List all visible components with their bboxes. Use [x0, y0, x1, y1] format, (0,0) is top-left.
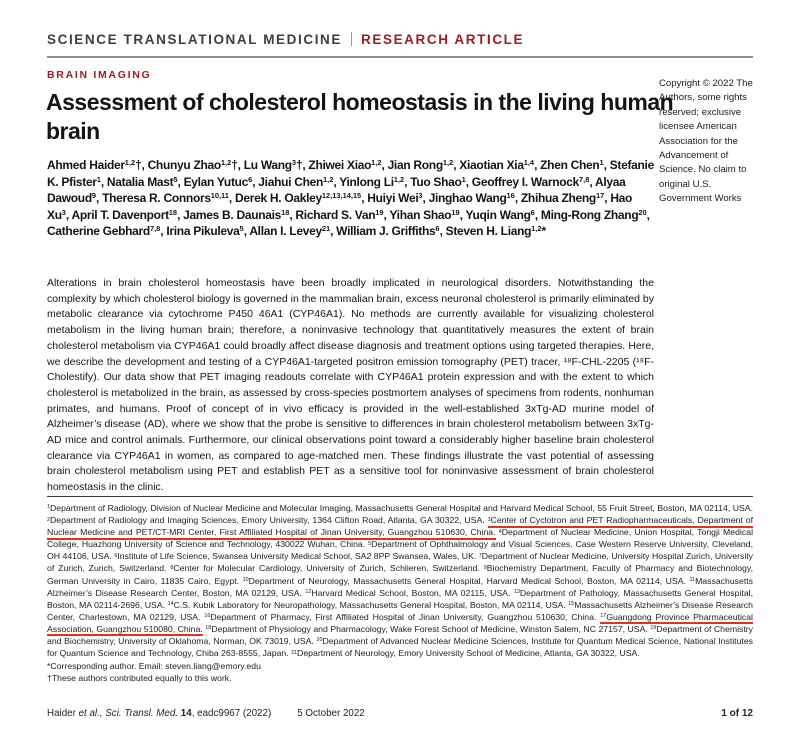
author-item: Zhihua Zheng$^{17}$ — [520, 191, 605, 205]
corresponding-author-note: *Corresponding author. Email: steven.liang@emory.edu — [47, 661, 261, 672]
author-item: Chunyu Zhao$^{1,2}$† — [147, 158, 238, 172]
author-item: Alyaa Dawoud$^9$ — [47, 174, 626, 205]
journal-name: SCIENCE TRANSLATIONAL MEDICINE — [47, 32, 343, 47]
author-item: Zhen Chen$^1$ — [540, 158, 604, 172]
author-item: Yuqin Wang$^6$ — [465, 207, 535, 222]
equal-contribution-note: †These authors contributed equally to this work. — [47, 673, 232, 684]
affiliation-item: $^{21}$Department of Neurology, Emory University School of Medicine, Atlanta, GA 30322, USA. — [291, 648, 640, 659]
author-item: Lu Wang$^3$† — [243, 158, 303, 172]
affiliation-item: $^{13}$Department of Pathology, Massachusetts General Hospital, Boston, MA 02114-2696, USA. — [47, 587, 753, 610]
affiliation-item: $^1$Department of Radiology, Division of Nuclear Medicine and Molecular Imaging, Massachusetts General Hospital and Harvard Medical School, 55 Fruit Street, Boston, MA 02114, USA. — [47, 503, 753, 513]
affiliation-item: $^5$Department of Ophthalmology and Visual Sciences, Case Western Reserve University, Cleveland, OH 44106, USA. — [47, 539, 753, 562]
page-footer — [47, 708, 753, 719]
author-item: Tuo Shao$^1$ — [410, 174, 466, 189]
masthead — [47, 31, 753, 49]
affiliation-item: $^9$Biochemistry Department, Faculty of Pharmacy and Biotechnology, German University in Cairo, 11835 Cairo, Egypt. — [47, 563, 754, 586]
author-item: Natalia Mast$^5$ — [106, 174, 178, 189]
affiliation-item: $^{14}$C.S. Kubik Laboratory for Neuropathology, Massachusetts General Hospital, Boston, MA 02114, USA. — [167, 599, 566, 610]
author-item: Jian Rong$^{1,2}$ — [387, 158, 454, 172]
author-item: Richard S. Van$^{19}$ — [295, 207, 384, 222]
author-item: Catherine Gebhard$^{7,8}$ — [47, 224, 161, 238]
author-list: Ahmed Haider$^{1,2}$†, Chunyu Zhao$^{1,2}$†, Lu Wang$^3$†, Zhiwei Xiao$^{1,2}$, Jian Rong$^{1,2}$, Xiaotian Xia$^{1,4}$, Zhen Chen$^1$, Stefanie K. Pfister$^1$, Natalia Mast$^5$, Eylan Yutuc$^6$, Jiahui Chen$^{1,2}$, Yinlong Li$^{1,2}$, Tuo Shao$^1$, Geoffrey I. Warnock$^{7,8}$, Alyaa Dawoud$^9$, Theresa R. Connors$^{10,11}$, Derek H. Oakley$^{12,13,14,15}$, Huiyi Wei$^3$, Jinghao Wang$^{16}$, Zhihua Zheng$^{17}$, Hao Xu$^3$, April T. Davenport$^{18}$, James B. Daunais$^{18}$, Richard S. Van$^{19}$, Yihan Shao$^{19}$, Yuqin Wang$^6$, Ming-Rong Zhang$^{20}$, Catherine Gebhard$^{7,8}$, Irina Pikuleva$^5$, Allan I. Levey$^{21}$, William J. Griffiths$^6$, Steven H. Liang$^{1,2}$* — [47, 158, 654, 238]
author-item: Zhiwei Xiao$^{1,2}$ — [308, 158, 382, 172]
publication-date: 5 October 2022 — [297, 708, 365, 719]
affiliation-item: $^{15}$Massachusetts Alzheimer’s Disease Research Center, Charlestown, MA 02129, USA. — [47, 599, 753, 622]
affiliation-item-red-underlined: $^{17}$Guangdong Province Pharmaceutical Association, Guangzhou 510080, China. — [47, 612, 753, 637]
author-item: April T. Davenport$^{18}$ — [71, 207, 178, 222]
affiliation-item: $^8$Center for Molecular Cardiology, University of Zurich, Schlieren, Switzerland. — [170, 563, 480, 574]
author-item: Derek H. Oakley$^{12,13,14,15}$ — [235, 191, 362, 205]
citation-journal: et al., Sci. Transl. Med. — [78, 708, 181, 719]
affiliations-list — [47, 502, 753, 659]
author-item: William J. Griffiths$^6$ — [336, 224, 440, 238]
affiliations-divider — [47, 496, 753, 497]
affiliation-item: $^7$Department of Nuclear Medicine, University Hospital Zurich, University of Zurich, Zurich, Switzerland. — [47, 551, 754, 574]
section-label: BRAIN IMAGING — [47, 69, 152, 81]
author-item: Jinghao Wang$^{16}$ — [428, 191, 515, 205]
author-item: Yihan Shao$^{19}$ — [389, 207, 460, 222]
author-item: Jiahui Chen$^{1,2}$ — [258, 174, 334, 189]
author-item: Theresa R. Connors$^{10,11}$ — [102, 191, 229, 205]
author-item: Allan I. Levey$^{21}$ — [249, 224, 331, 238]
author-item: Irina Pikuleva$^5$ — [166, 224, 244, 238]
affiliation-item-red-underlined: $^3$Center of Cyclotron and PET Radiopharmaceuticals, Department of Nuclear Medicine and PET/CT-MRI Center, First Affiliated Hospital of Jinan University, Guangzhou 510630, China. — [47, 515, 753, 540]
citation-line — [47, 708, 365, 719]
citation-author: Haider — [47, 708, 79, 719]
author-item: Geoffrey I. Warnock$^{7,8}$ — [471, 174, 590, 189]
article-type-label: RESEARCH ARTICLE — [361, 32, 525, 47]
masthead-rule — [47, 56, 753, 58]
author-item: James B. Daunais$^{18}$ — [183, 207, 290, 222]
affiliation-item: $^6$Institute of Life Science, Swansea University Medical School, SA2 8PP Swansea, Wales, UK. — [114, 551, 477, 562]
affiliation-item: $^2$Department of Radiology and Imaging Sciences, Emory University, 1364 Clifton Road, Atlanta, GA 30322, USA. — [47, 515, 485, 526]
citation-id: , eadc9967 (2022) — [191, 708, 272, 719]
author-item: Eylan Yutuc$^6$ — [183, 174, 253, 189]
page-number: 1 of 12 — [721, 708, 753, 719]
author-item: Ahmed Haider$^{1,2}$† — [47, 158, 142, 172]
affiliation-item: $^{16}$Department of Pharmacy, First Affiliated Hospital of Jinan University, Guangzhou 510630, China. — [204, 611, 597, 622]
author-item: Huiyi Wei$^3$ — [367, 191, 423, 205]
affiliation-item: $^{11}$Massachusetts Alzheimer’s Disease Research Center, Boston, MA 02129, USA. — [47, 575, 754, 598]
affiliation-item: $^{18}$Department of Physiology and Pharmacology, Wake Forest School of Medicine, Winston Salem, NC 27157, USA. — [205, 623, 648, 634]
author-notes — [47, 660, 753, 684]
author-item: Yinlong Li$^{1,2}$ — [339, 174, 405, 189]
affiliation-item: $^{10}$Department of Neurology, Massachusetts General Hospital, Harvard Medical School, Boston, MA 02114, USA. — [242, 575, 686, 586]
affiliations-section — [47, 496, 753, 702]
author-item: Steven H. Liang$^{1,2}$* — [445, 224, 546, 238]
masthead-divider — [351, 32, 352, 46]
citation-volume: 14 — [180, 708, 192, 719]
article-title: Assessment of cholesterol homeostasis in the living human brain — [46, 89, 674, 144]
affiliation-item: $^{19}$Department of Chemistry and Biochemistry, University of Oklahoma, Norman, OK 73019, USA. — [47, 623, 754, 647]
affiliation-item: $^4$Department of Nuclear Medicine, Union Hospital, Tongji Medical College, Huazhong University of Science and Technology, 430022 Wuhan, China. — [47, 527, 753, 550]
affiliation-item: $^{12}$Harvard Medical School, Boston, MA 02115, USA. — [305, 587, 511, 598]
author-item: Xiaotian Xia$^{1,4}$ — [459, 158, 535, 172]
affiliation-item: $^{20}$Department of Advanced Nuclear Medicine Sciences, Institute for Quantum Medical Science, National Institutes for Quantum Science and Technology, Chiba 263-8555, Japan. — [47, 636, 753, 659]
author-item: Hao Xu$^3$ — [47, 191, 633, 222]
author-item: Ming-Rong Zhang$^{20}$ — [540, 207, 647, 222]
copyright-notice: Copyright © 2022 The Authors, some rights reserved; exclusive licensee American Association for the Advancement of Science. No claim to original U.S. Government Works — [659, 78, 753, 205]
abstract-text: Alterations in brain cholesterol homeostasis have been broadly implicated in neurological disorders. Notwithstanding the complexity by which cholesterol biology is governed in the mammalian brain, excess neuronal cholesterol is primarily eliminated by metabolic clearance via cytochrome P450 46A1 (CYP46A1). No methods are currently available for visualizing cholesterol metabolism in the living human brain; therefore, a noninvasive technology that quantitatively measures the extent of brain cholesterol metabolism via CYP46A1 could broadly affect disease diagnosis and treatment options using targeted therapies. Here, we describe the development and testing of a CYP46A1-targeted positron emission tomography (PET) tracer, ¹⁸F-CHL-2205 (¹⁸F-Cholestify). Our data show that PET imaging readouts correlate with CYP46A1 protein expression and with the extent to which cholesterol is metabolized in the brain, as assessed by cross-species postmortem analyses of specimens from rodents, nonhuman primates, and humans. Proof of concept of in vivo efficacy is provided in the well-established 3xTg-AD murine model of Alzheimer’s disease (AD), where we show that the probe is sensitive to differences in brain cholesterol metabolism between 3xTg-AD mice and control animals. Furthermore, our clinical observations point toward a considerably higher baseline brain cholesterol clearance via CYP46A1 in women, as compared to age-matched men. These findings illustrate the vast potential of assessing brain cholesterol metabolism using PET and establish PET as a sensitive tool for noninvasive assessment of brain cholesterol homeostasis in the clinic. — [47, 276, 654, 496]
author-item: Stefanie K. Pfister$^1$ — [47, 158, 654, 189]
